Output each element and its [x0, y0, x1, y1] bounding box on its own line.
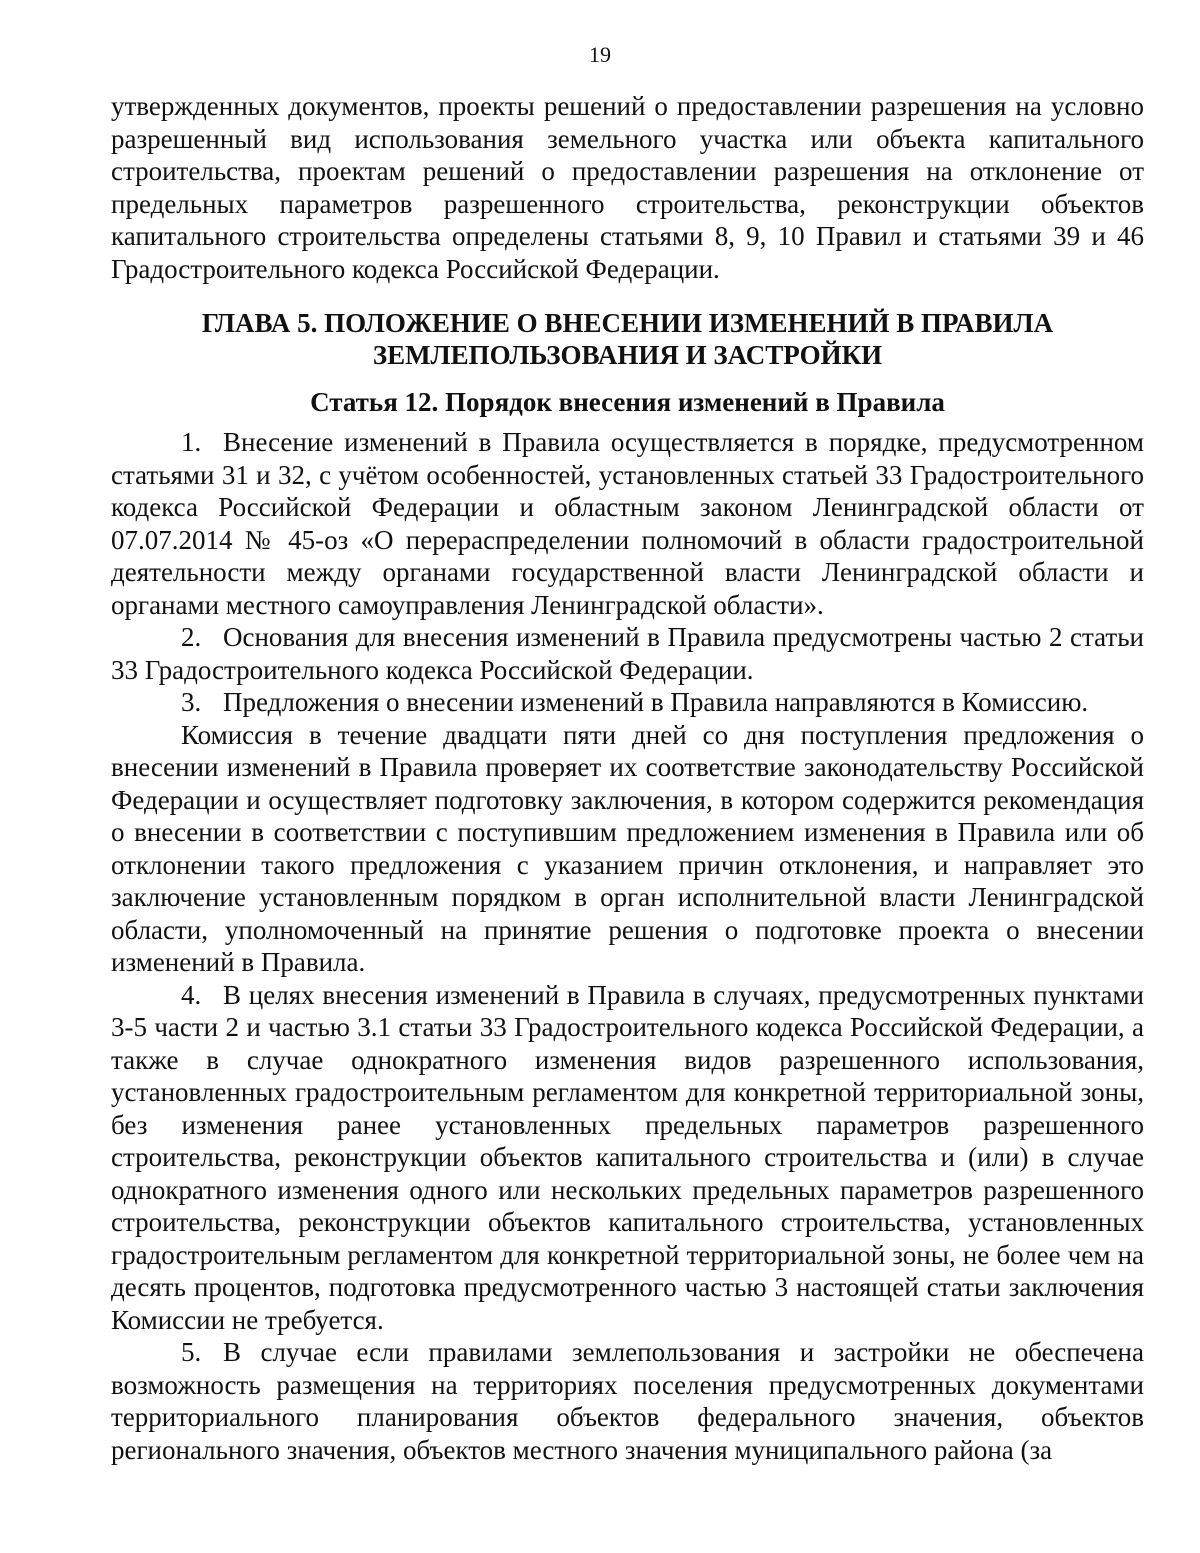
document-body	[111, 90, 1144, 1466]
commission-paragraph: Комиссия в течение двадцати пяти дней со дня поступления предложения о внесении изменений в Правила проверяет их соответствие законодательству Российской Федерации и осуществляет подготовку заключения, в котором содержится рекомендация о внесении в соответствии с поступившим предложением изменения в Правила или об отклонении такого предложения с указанием причин отклонения, и направляет это заключение установленным порядком в орган исполнительной власти Ленинградской области, уполномоченный на принятие решения о подготовке проекта о внесении изменений в Правила.	[111, 719, 1144, 977]
article-item-text: Основания для внесения изменений в Правила предусмотрены частью 2 статьи 33 Градостроительного кодекса Российской Федерации.	[111, 622, 1144, 685]
article-item-text: Внесение изменений в Правила осуществляется в порядке, предусмотренном статьями 31 и 32, с учётом особенностей, установленных статьей 33 Градостроительного кодекса Российской Федерации и областным законом Ленинградской области от 07.07.2014 № 45-оз «О перераспределении полномочий в области градостроительной деятельности между органами государственной власти Ленинградской области и органами местного самоуправления Ленинградской области».	[111, 427, 1144, 620]
article-item-number: 4.	[181, 979, 202, 1010]
article-item-number: 2.	[181, 622, 202, 652]
article-item-text: Предложения о внесении изменений в Правила направляются в Комиссию.	[223, 687, 1089, 717]
article-item-text: В целях внесения изменений в Правила в случаях, предусмотренных пунктами 3-5 части 2 и частью 3.1 статьи 33 Градостроительного кодекса Российской Федерации, а также в случае однократного изменения видов разрешенного использования, установленных градостроительным регламентом для конкретной территориальной зоны, без изменения ранее установленных предельных параметров разрешенного строительства, реконструкции объектов капитального строительства и (или) в случае однократного изменения одного или нескольких предельных параметров разрешенного строительства, реконструкции объектов капитального строительства, установленных градостроительным регламентом для конкретной территориальной зоны, не более чем на десять процентов, подготовка предусмотренного частью 3 настоящей статьи заключения Комиссии не требуется.	[111, 979, 1144, 1335]
article-item-number: 5.	[181, 1337, 202, 1367]
article-item-text: В случае если правилами землепользования и застройки не обеспечена возможность размещения на территориях поселения предусмотренных документами территориального планирования объектов федерального значения, объектов регионального значения, объектов местного значения муниципального района (за	[111, 1337, 1144, 1465]
intro-paragraph: утвержденных документов, проекты решений о предоставлении разрешения на условно разрешенный вид использования земельного участка или объекта капитального строительства, проектам решений о предоставлении разрешения на отклонение от предельных параметров разрешенного строительства, реконструкции объектов капитального строительства определены статьями 8, 9, 10 Правил и статьями 39 и 46 Градостроительного кодекса Российской Федерации.	[111, 91, 1144, 284]
article-item-2	[111, 621, 1144, 686]
chapter-heading-line-2: ЗЕМЛЕПОЛЬЗОВАНИЯ И ЗАСТРОЙКИ	[372, 340, 883, 370]
article-item-1	[111, 426, 1144, 621]
article-item-4	[111, 979, 1144, 1337]
article-heading: Статья 12. Порядок внесения изменений в Правила	[310, 387, 945, 417]
chapter-heading-line-1: ГЛАВА 5. ПОЛОЖЕНИЕ О ВНЕСЕНИИ ИЗМЕНЕНИЙ В ПРАВИЛА	[201, 308, 1054, 338]
article-item-3	[111, 686, 1144, 719]
article-item-number: 3.	[181, 687, 202, 717]
page-number: 19	[589, 42, 611, 67]
article-item-5	[111, 1336, 1144, 1466]
chapter-heading	[111, 307, 1144, 371]
article-item-number: 1.	[181, 427, 202, 457]
